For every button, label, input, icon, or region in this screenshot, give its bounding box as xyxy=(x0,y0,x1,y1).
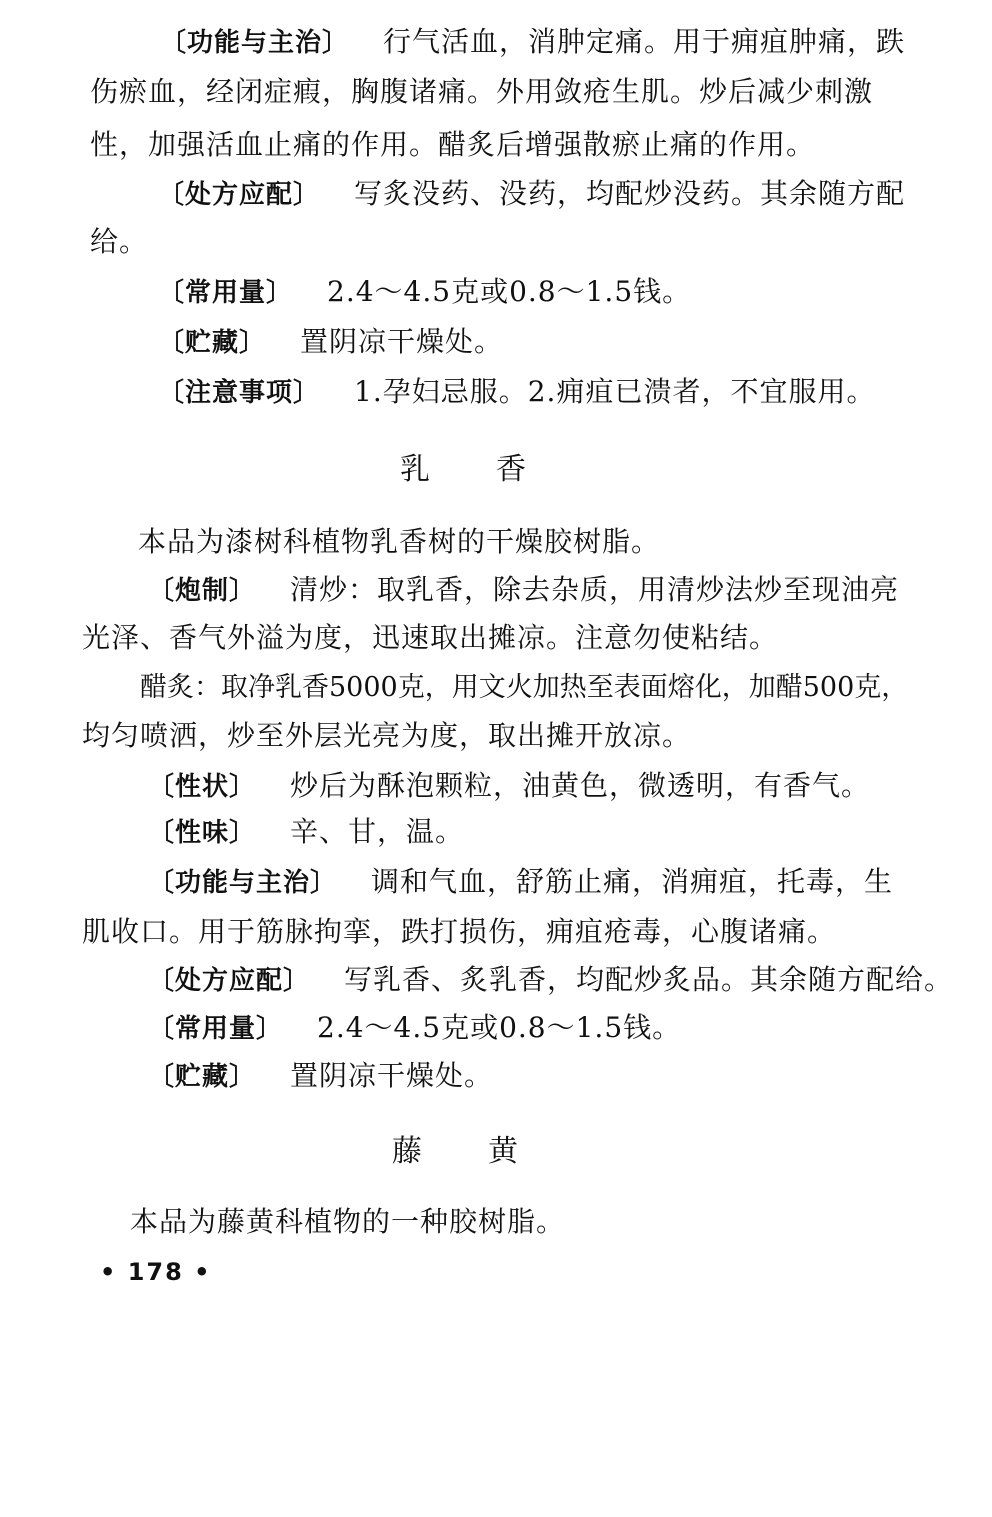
ruxiang-properties-label: 〔性状〕 xyxy=(148,772,257,802)
ruxiang-vinegar-line-2: 均匀喷洒，炒至外层光亮为度，取出摊开放凉。 xyxy=(82,719,692,752)
functions-line-1: 〔功能与主治〕 行气活血，消肿定痛。用于痈疽肿痛，跌 xyxy=(160,25,906,58)
prescription-label: 〔处方应配〕 xyxy=(158,180,321,210)
ruxiang-storage-line: 〔贮藏〕 置阴凉干燥处。 xyxy=(148,1059,494,1092)
ruxiang-title-char-1: 乳 xyxy=(400,452,430,487)
dosage-line: 〔常用量〕 2.4～4.5克或0.8～1.5钱。 xyxy=(158,275,692,308)
prescription-line-2: 给。 xyxy=(90,225,149,258)
ruxiang-processing-line-2: 光泽、香气外溢为度，迅速取出摊凉。注意勿使粘结。 xyxy=(82,621,779,654)
ruxiang-storage-label: 〔贮藏〕 xyxy=(148,1062,257,1092)
dosage-label: 〔常用量〕 xyxy=(158,278,294,308)
tenghuang-title-char-2: 黄 xyxy=(488,1134,518,1169)
ruxiang-title-char-2: 香 xyxy=(496,452,526,487)
ruxiang-prescription-label: 〔处方应配〕 xyxy=(148,966,311,996)
ruxiang-intro: 本品为漆树科植物乳香树的干燥胶树脂。 xyxy=(138,525,661,558)
functions-label: 〔功能与主治〕 xyxy=(160,28,350,58)
tenghuang-title-char-1: 藤 xyxy=(392,1134,422,1169)
storage-label: 〔贮藏〕 xyxy=(158,328,267,358)
tenghuang-intro: 本品为藤黄科植物的一种胶树脂。 xyxy=(130,1205,566,1238)
cautions-label: 〔注意事项〕 xyxy=(158,378,321,408)
functions-line-2: 伤瘀血，经闭症瘕，胸腹诸痛。外用敛疮生肌。炒后减少刺激 xyxy=(90,75,874,108)
ruxiang-functions-line-1: 〔功能与主治〕 调和气血，舒筋止痛，消痈疽，托毒，生 xyxy=(148,865,894,898)
ruxiang-dosage-line: 〔常用量〕 2.4～4.5克或0.8～1.5钱。 xyxy=(148,1011,682,1044)
functions-line-3: 性，加强活血止痛的作用。醋炙后增强散瘀止痛的作用。 xyxy=(90,128,816,161)
ruxiang-functions-label: 〔功能与主治〕 xyxy=(148,868,338,898)
ruxiang-vinegar-line-1: 醋炙：取净乳香5000克，用文火加热至表面熔化，加醋500克， xyxy=(140,672,909,703)
ruxiang-properties-line: 〔性状〕 炒后为酥泡颗粒，油黄色，微透明，有香气。 xyxy=(148,769,871,802)
ruxiang-functions-line-2: 肌收口。用于筋脉拘挛，跌打损伤，痈疽疮毒，心腹诸痛。 xyxy=(82,915,837,948)
ruxiang-taste-line: 〔性味〕 辛、甘，温。 xyxy=(148,815,465,848)
cautions-line: 〔注意事项〕 1.孕妇忌服。2.痈疽已溃者，不宜服用。 xyxy=(158,375,876,408)
ruxiang-prescription-line: 〔处方应配〕 写乳香、炙乳香，均配炒炙品。其余随方配给。 xyxy=(148,963,954,996)
storage-line: 〔贮藏〕 置阴凉干燥处。 xyxy=(158,325,504,358)
ruxiang-taste-label: 〔性味〕 xyxy=(148,818,257,848)
prescription-line-1: 〔处方应配〕 写炙没药、没药，均配炒没药。其余随方配 xyxy=(158,177,906,210)
tenghuang-heading xyxy=(0,1132,992,1172)
page-number: • 178 • xyxy=(100,1258,212,1286)
ruxiang-processing-line-1: 〔炮制〕 清炒：取乳香，除去杂质，用清炒法炒至现油亮 xyxy=(148,573,900,606)
ruxiang-dosage-label: 〔常用量〕 xyxy=(148,1014,284,1044)
ruxiang-processing-label: 〔炮制〕 xyxy=(148,576,257,606)
ruxiang-heading xyxy=(0,450,992,490)
